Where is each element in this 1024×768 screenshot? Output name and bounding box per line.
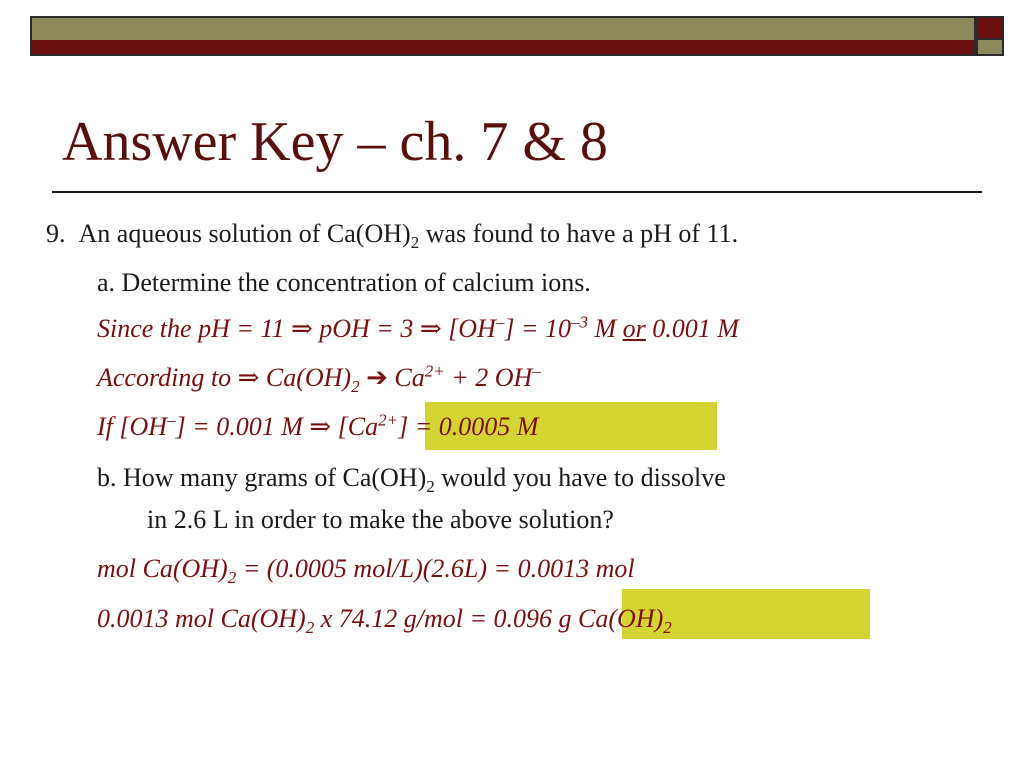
answer-text: According to ⇒ Ca(OH): [97, 363, 352, 392]
question-text-end: was found to have a pH of 11.: [419, 219, 739, 248]
corner-box-olive: [978, 38, 1002, 54]
answer-text: Ca: [394, 363, 425, 392]
question-text-end: would you have to dissolve: [434, 463, 726, 492]
superscript: –: [495, 312, 505, 332]
corner-box: [976, 16, 1004, 56]
superscript: –3: [570, 312, 588, 332]
subscript: 2: [227, 568, 237, 588]
part-a-question: a. Determine the concentration of calcium ions.: [97, 268, 591, 297]
arrow-icon: ➔: [359, 363, 395, 392]
answer-text: ] = 0.001 M ⇒ [Ca: [175, 412, 379, 441]
title-rule: [52, 191, 982, 193]
question-text: b. How many grams of Ca(OH): [97, 463, 427, 492]
answer-text: ] = 0.0005 M: [398, 412, 539, 441]
part-b-question-cont: in 2.6 L in order to make the above solution?: [147, 505, 614, 534]
answer-line-calcium: [97, 411, 538, 443]
superscript: –: [532, 361, 541, 381]
subscript: 2: [426, 477, 435, 497]
question-number: 9.: [46, 219, 66, 248]
answer-text: ] = 10: [504, 314, 571, 343]
answer-line-ph: [97, 313, 739, 345]
answer-text: = (0.0005 mol/L)(2.6L) = 0.0013 mol: [236, 554, 635, 583]
superscript: 2+: [424, 361, 445, 381]
subscript: 2: [305, 618, 315, 638]
header-stripe: [32, 40, 974, 54]
answer-text: 0.0013 mol Ca(OH): [97, 604, 306, 633]
answer-text: x 74.12 g/mol = 0.096 g Ca(OH): [314, 604, 664, 633]
slide-title: Answer Key – ch. 7 & 8: [62, 111, 608, 173]
answer-line-mass: [97, 603, 672, 638]
question-text: An aqueous solution of Ca(OH): [78, 219, 411, 248]
answer-line-dissociation: [97, 361, 541, 397]
or-underlined: or: [622, 314, 646, 343]
subscript: 2: [410, 233, 420, 253]
answer-text: mol Ca(OH): [97, 554, 228, 583]
answer-text: M: [587, 314, 623, 343]
part-b-question: [97, 462, 726, 497]
superscript: –: [167, 410, 176, 430]
answer-text: Since the pH = 11 ⇒ pOH = 3 ⇒ [OH: [97, 314, 496, 343]
answer-text: 0.001 M: [645, 314, 739, 343]
answer-text: + 2 OH: [444, 363, 533, 392]
header-bar: [30, 16, 976, 56]
question-9: [46, 218, 739, 253]
answer-text: If [OH: [97, 412, 168, 441]
subscript: 2: [663, 618, 672, 638]
subscript: 2: [351, 377, 360, 397]
answer-line-moles: [97, 553, 635, 588]
superscript: 2+: [378, 410, 399, 430]
